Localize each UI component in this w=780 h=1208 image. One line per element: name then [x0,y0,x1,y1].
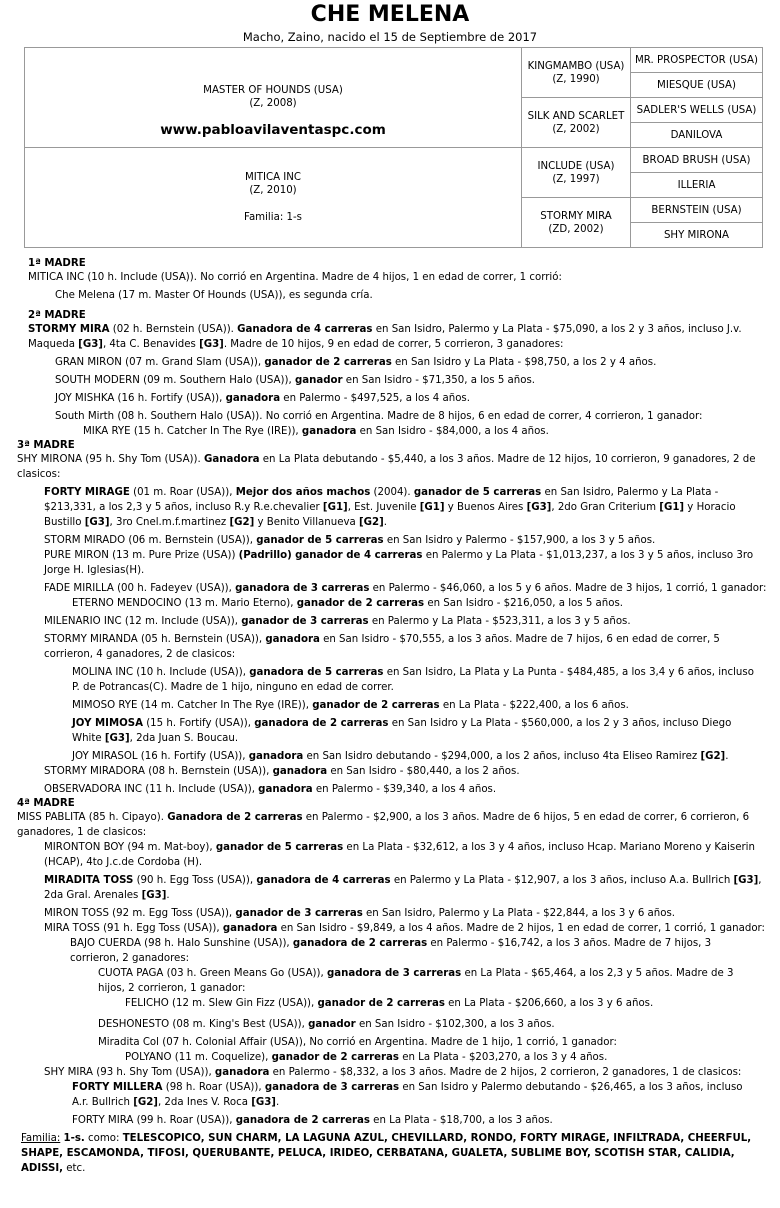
dam-info: (Z, 2010) [249,185,297,196]
text: JOY MISHKA (16 h. Fortify (USA)), [55,393,226,404]
section-heading: 3ª MADRE [17,440,75,451]
progeny-entry [72,716,755,746]
progeny-entry [44,840,762,870]
text: y Benito Villanueva [254,517,359,528]
text: STORMY MIRANDA (05 h. Bernstein (USA)), [44,634,266,645]
text: MISS PABLITA (85 h. Cipayo). [17,812,168,823]
section-second-dam [28,309,780,439]
text: . [383,517,387,528]
text: en San Isidro, Palermo y La Plata - $213,331, a los 2,3 y 5 años, incluso R.y R.e.chevalier [44,487,719,513]
text: en San Isidro - $80,440, a los 2 años. [327,766,520,777]
wins: ganadora [214,1067,270,1078]
dam-name: MITICA INC [244,172,302,183]
ss-name: KINGMAMBO (USA) [527,60,625,72]
wins: ganador de 2 carreras [317,998,445,1009]
text: , 2da Gral. Arenales [44,875,762,901]
progeny-entry [70,936,762,966]
horse-name: FORTY MIRAGE [44,487,130,498]
dam-entry: MITICA INC (10 h. Include (USA)). No corrió en Argentina. Madre de 4 hijos, 1 en edad de correr, 1 corrió: [28,272,562,283]
text: (01 m. Roar (USA)), [129,487,236,498]
progeny-entry [44,581,780,596]
text: en La Plata - $206,660, a los 3 y 6 años. [444,998,654,1009]
wins: ganadora [258,784,313,795]
grade: [G3] [199,339,224,350]
wins: ganadora de 4 carreras [256,875,391,886]
family-label: Familia: [21,1133,61,1144]
text: SOUTH MODERN (09 m. Southern Halo (USA)), [55,375,295,386]
g3-cell: BROAD BRUSH (USA) [631,148,763,173]
text: DESHONESTO (08 m. King's Best (USA)), [98,1019,309,1030]
wins: ganador de 2 carreras [312,700,440,711]
text: , 3ro Cnel.m.f.martinez [109,517,230,528]
family-number: 1-s. [63,1133,85,1144]
text: en La Plata debutando - $5,440, a los 3 años. Madre de 12 hijos, 10 corrieron, 9 ganadores, 2 de clasicos: [17,454,756,480]
wins: ganadora [222,923,278,934]
text: . [725,751,729,762]
progeny-entry: South Mirth (08 h. Southern Halo (USA)). No corrió en Argentina. Madre de 8 hijos, 6 en edad de correr, 4 corrieron, 1 ganador: [55,411,703,422]
wins: ganadora de 2 carreras [292,938,428,949]
ds-cell [522,148,631,198]
section-heading: 2ª MADRE [28,310,86,321]
text: en Palermo - $39,340, a los 4 años. [312,784,497,795]
text: en San Isidro - $70,555, a los 3 años. Madre de 7 hijos, 6 en edad de correr, 5 corrieron, 4 ganadores, 2 de clasicos: [44,634,720,660]
grade: [G2] [700,751,726,762]
text: SHY MIRA (93 h. Shy Tom (USA)), [44,1067,215,1078]
section-heading: 1ª MADRE [28,258,86,269]
progeny-entry [44,906,780,921]
wins: Ganadora de 4 carreras [237,324,373,335]
text: en Palermo y La Plata - $12,907, a los 3 años, incluso A.a. Bullrich [390,875,734,886]
wins: ganadora [301,426,357,437]
grade: [G1] [322,502,348,513]
wins: ganadora [265,634,320,645]
g3-cell: SADLER'S WELLS (USA) [631,98,763,123]
progeny-entry [44,782,780,797]
progeny-entry [98,966,762,996]
grade: [G3] [526,502,552,513]
wins: ganador de 4 carreras [295,550,423,561]
text: , 2da Ines V. Roca [157,1097,252,1108]
text: en Palermo - $8,332, a los 3 años. Madre de 2 hijos, 2 corrieron, 2 ganadores, 1 de clasicos: [269,1067,742,1078]
section-heading: 4ª MADRE [17,798,75,809]
wins: Ganadora [203,454,260,465]
text: como: [84,1133,123,1144]
ds-info: (Z, 1997) [552,173,600,185]
progeny-entry [72,596,780,611]
text: en San Isidro - $102,300, a los 3 años. [355,1019,555,1030]
progeny-entry [44,632,762,662]
wins: ganador de 2 carreras [264,357,392,368]
text: en San Isidro - $71,350, a los 5 años. [342,375,536,386]
text: en Palermo y La Plata - $1,013,237, a los 3 y 5 años, incluso 3ro Jorge H. Iglesias(H). [44,550,754,576]
dam-entry [17,452,760,482]
text: JOY MIRASOL (16 h. Fortify (USA)), [72,751,249,762]
text: en San Isidro, Palermo y La Plata - $22,844, a los 3 y 6 años. [362,908,676,919]
grade: [G2] [358,517,384,528]
text: PURE MIRON (13 m. Pure Prize (USA)) [44,550,239,561]
wins: ganadora de 2 carreras [235,1115,370,1126]
wins: ganadora de 3 carreras [235,583,370,594]
text: FADE MIRILLA (00 h. Fadeyev (USA)), [44,583,236,594]
g3-cell: MIESQUE (USA) [631,73,763,98]
g3-cell: DANILOVA [631,123,763,148]
wins: ganador de 3 carreras [235,908,363,919]
progeny-entry: Che Melena (17 m. Master Of Hounds (USA)), es segunda cría. [55,290,373,301]
text: . Madre de 10 hijos, 9 en edad de correr, 5 corrieron, 3 ganadores: [223,339,564,350]
progeny-entry [55,373,780,388]
text: en La Plata - $222,400, a los 6 años. [439,700,629,711]
text: MIRA TOSS (91 h. Egg Toss (USA)), [44,923,223,934]
text: en San Isidro, La Plata y La Punta - $484,485, a los 3,4 y 6 años, incluso P. de Potrancas(C). Madre de 1 hijo, ninguno en edad de correr. [72,667,754,693]
text: etc. [63,1163,86,1174]
text: BAJO CUERDA (98 h. Halo Sunshine (USA)), [70,938,293,949]
progeny-entry [72,1080,762,1110]
text: en La Plata - $203,270, a los 3 y 4 años. [398,1052,608,1063]
text: en Palermo - $46,060, a los 5 y 6 años. Madre de 3 hijos, 1 corrió, 1 ganador: [369,583,767,594]
website: www.pabloavilaventaspc.com [160,122,386,138]
text: FORTY MIRA (99 h. Roar (USA)), [72,1115,236,1126]
wins: ganador [294,375,343,386]
dd-name: STORMY MIRA [540,210,612,222]
sire-cell [25,48,522,148]
text: (02 h. Bernstein (USA)). [109,324,238,335]
text: (2004). [370,487,414,498]
progeny-entry [72,665,755,695]
award: Mejor dos años machos [235,487,371,498]
text: en Palermo y La Plata - $523,311, a los 3 y 5 años. [368,616,631,627]
text: en San Isidro - $9,849, a los 4 años. Madre de 2 hijos, 1 en edad de correr, 1 corrió, 1 ganador: [277,923,765,934]
wins: ganador [308,1019,356,1030]
text: MOLINA INC (10 h. Include (USA)), [72,667,250,678]
horse-name: CHE MELENA [310,2,470,27]
section-first-dam [28,257,780,303]
progeny-entry [72,1113,780,1128]
section-third-dam [17,439,780,797]
g3-cell: SHY MIRONA [631,223,763,248]
progeny-entry [72,698,780,713]
ss-info: (Z, 1990) [552,73,600,85]
text: . [275,1097,280,1108]
progeny-entry [44,614,780,629]
text: OBSERVADORA INC (11 h. Include (USA)), [44,784,259,795]
text: STORM MIRADO (06 m. Bernstein (USA)), [44,535,257,546]
text: SHY MIRONA (95 h. Shy Tom (USA)). [17,454,204,465]
text: , 4ta C. Benavides [102,339,200,350]
horse-subtitle: Macho, Zaino, nacido el 15 de Septiembre de 2017 [242,30,538,44]
text: MIKA RYE (15 h. Catcher In The Rye (IRE)), [83,426,302,437]
ds-name: INCLUDE (USA) [537,160,615,172]
text: en San Isidro - $84,000, a los 4 años. [356,426,549,437]
grade: [G3] [141,890,167,901]
wins: ganadora [225,393,281,404]
text: MIRONTON BOY (94 m. Mat-boy), [44,842,216,853]
family-footer [21,1131,760,1176]
wins: ganador de 5 carreras [215,842,344,853]
dam-cell [25,148,522,248]
text: (15 h. Fortify (USA)), [142,718,255,729]
progeny-entry [83,424,780,439]
dd-cell [522,198,631,248]
grade: [G2] [133,1097,158,1108]
text: en Palermo - $16,742, a los 3 años. Madre de 7 hijos, 3 corrieron, 2 ganadores: [70,938,712,964]
wins: ganadora de 5 carreras [249,667,384,678]
pedigree-table [24,47,763,248]
text: y Horacio Bustillo [44,502,736,528]
progeny-entry [44,873,762,903]
progeny-entry [44,485,762,530]
dam-entry [17,810,760,840]
text: , 2do Gran Criterium [551,502,660,513]
text: STORMY MIRADORA (08 h. Bernstein (USA)), [44,766,273,777]
g3-cell: MR. PROSPECTOR (USA) [631,48,763,73]
text: en San Isidro, Palermo y La Plata - $75,090, a los 2 y 3 años, incluso J.v. Maqueda [28,324,742,350]
progeny-entry [55,391,780,406]
wins: ganadora [248,751,304,762]
dam-entry [28,322,780,352]
grade: [G1] [659,502,685,513]
text: en La Plata - $65,464, a los 2,3 y 5 años. Madre de 3 hijos, 2 corrieron, 1 ganador: [98,968,734,994]
text: en San Isidro y La Plata - $560,000, a los 2 y 3 años, incluso Diego White [72,718,732,744]
horse-name: STORMY MIRA [28,324,110,335]
wins: ganadora de 3 carreras [326,968,462,979]
wins: ganador de 3 carreras [241,616,369,627]
text: CUOTA PAGA (03 h. Green Means Go (USA)), [98,968,327,979]
text: , 2da Juan S. Boucau. [129,733,239,744]
text: en Palermo - $497,525, a los 4 años. [280,393,470,404]
grade: [G3] [78,339,103,350]
text: en La Plata - $18,700, a los 3 años. [369,1115,553,1126]
text: (90 h. Egg Toss (USA)), [133,875,257,886]
grade: [G3] [104,733,130,744]
horse-name: FORTY MILLERA [72,1082,163,1093]
wins: ganador de 5 carreras [256,535,384,546]
text: . [166,890,170,901]
text: FELICHO (12 m. Slew Gin Fizz (USA)), [125,998,318,1009]
horse-name: JOY MIMOSA [72,718,143,729]
text: en San Isidro debutando - $294,000, a los 2 años, incluso 4ta Eliseo Ramirez [303,751,701,762]
text: en San Isidro - $216,050, a los 5 años. [424,598,624,609]
progeny-entry [98,1017,780,1032]
wins: ganadora de 3 carreras [264,1082,400,1093]
progeny-entry [44,921,780,936]
text: en San Isidro y Palermo debutando - $26,465, a los 3 años, incluso A.r. Bullrich [72,1082,743,1108]
sd-info: (Z, 2002) [552,123,600,135]
progeny-entry [44,1065,780,1080]
wins: ganador de 5 carreras [413,487,542,498]
grade: [G3] [733,875,759,886]
text: POLYANO (11 m. Coquelize), [125,1052,272,1063]
stallion-tag: (Padrillo) [238,550,292,561]
text: GRAN MIRON (07 m. Grand Slam (USA)), [55,357,265,368]
text: en San Isidro y Palermo - $157,900, a los 3 y 5 años. [383,535,656,546]
progeny-entry [125,996,780,1011]
progeny-entry [55,355,780,370]
sire-info: (Z, 2008) [249,98,297,109]
progeny-entry [44,548,762,578]
text: (98 h. Roar (USA)), [162,1082,265,1093]
text: ETERNO MENDOCINO (13 m. Mario Eterno), [72,598,297,609]
dd-info: (ZD, 2002) [548,223,604,235]
grade: [G2] [229,517,255,528]
grade: [G1] [419,502,445,513]
progeny-entry [44,533,780,548]
text: y Buenos Aires [444,502,527,513]
text: en Palermo - $2,900, a los 3 años. Madre de 6 hijos, 5 en edad de correr, 6 corrieron, 6 ganadores, 1 de clasicos: [17,812,750,838]
progeny-entry [72,749,780,764]
grade: [G3] [84,517,110,528]
wins: ganadora de 2 carreras [254,718,389,729]
ss-cell [522,48,631,98]
wins: Ganadora de 2 carreras [167,812,303,823]
grade: [G3] [251,1097,276,1108]
section-fourth-dam [17,797,780,1128]
text: en La Plata - $32,612, a los 3 y 4 años, incluso Hcap. Mariano Moreno y Kaiserin (HCAP), 4to J.c.de Cordoba (H). [44,842,755,868]
text: en San Isidro y La Plata - $98,750, a los 2 y 4 años. [391,357,657,368]
progeny-entry [44,764,780,779]
g3-cell: ILLERIA [631,173,763,198]
sire-name: MASTER OF HOUNDS (USA) [203,85,343,96]
progeny-entry [125,1050,780,1065]
wins: ganador de 2 carreras [296,598,425,609]
g3-cell: BERNSTEIN (USA) [631,198,763,223]
wins: ganador de 2 carreras [271,1052,399,1063]
progeny-entry: Miradita Col (07 h. Colonial Affair (USA)), No corrió en Argentina. Madre de 1 hijo, 1 corrió, 1 ganador: [98,1037,617,1048]
horse-name: MIRADITA TOSS [44,875,134,886]
text: MIRON TOSS (92 m. Egg Toss (USA)), [44,908,236,919]
text: , Est. Juvenile [347,502,420,513]
text: MIMOSO RYE (14 m. Catcher In The Rye (IRE)), [72,700,313,711]
text: MILENARIO INC (12 m. Include (USA)), [44,616,242,627]
sd-cell [522,98,631,148]
sd-name: SILK AND SCARLET [527,110,625,122]
wins: ganadora [272,766,328,777]
family-label: Familia: 1-s [244,212,302,223]
family-horses: TELESCOPICO, SUN CHARM, LA LAGUNA AZUL, CHEVILLARD, RONDO, FORTY MIRAGE, INFILTRADA, CHEERFUL, SHAPE, ESCAMONDA, TIFOSI, QUERUBANTE, PELUCA, IRIDEO, CERBATANA, GUALETA, SUBLIME BOY, SCOTISH STAR, CALIDIA, ADISSI, [21,1133,752,1174]
